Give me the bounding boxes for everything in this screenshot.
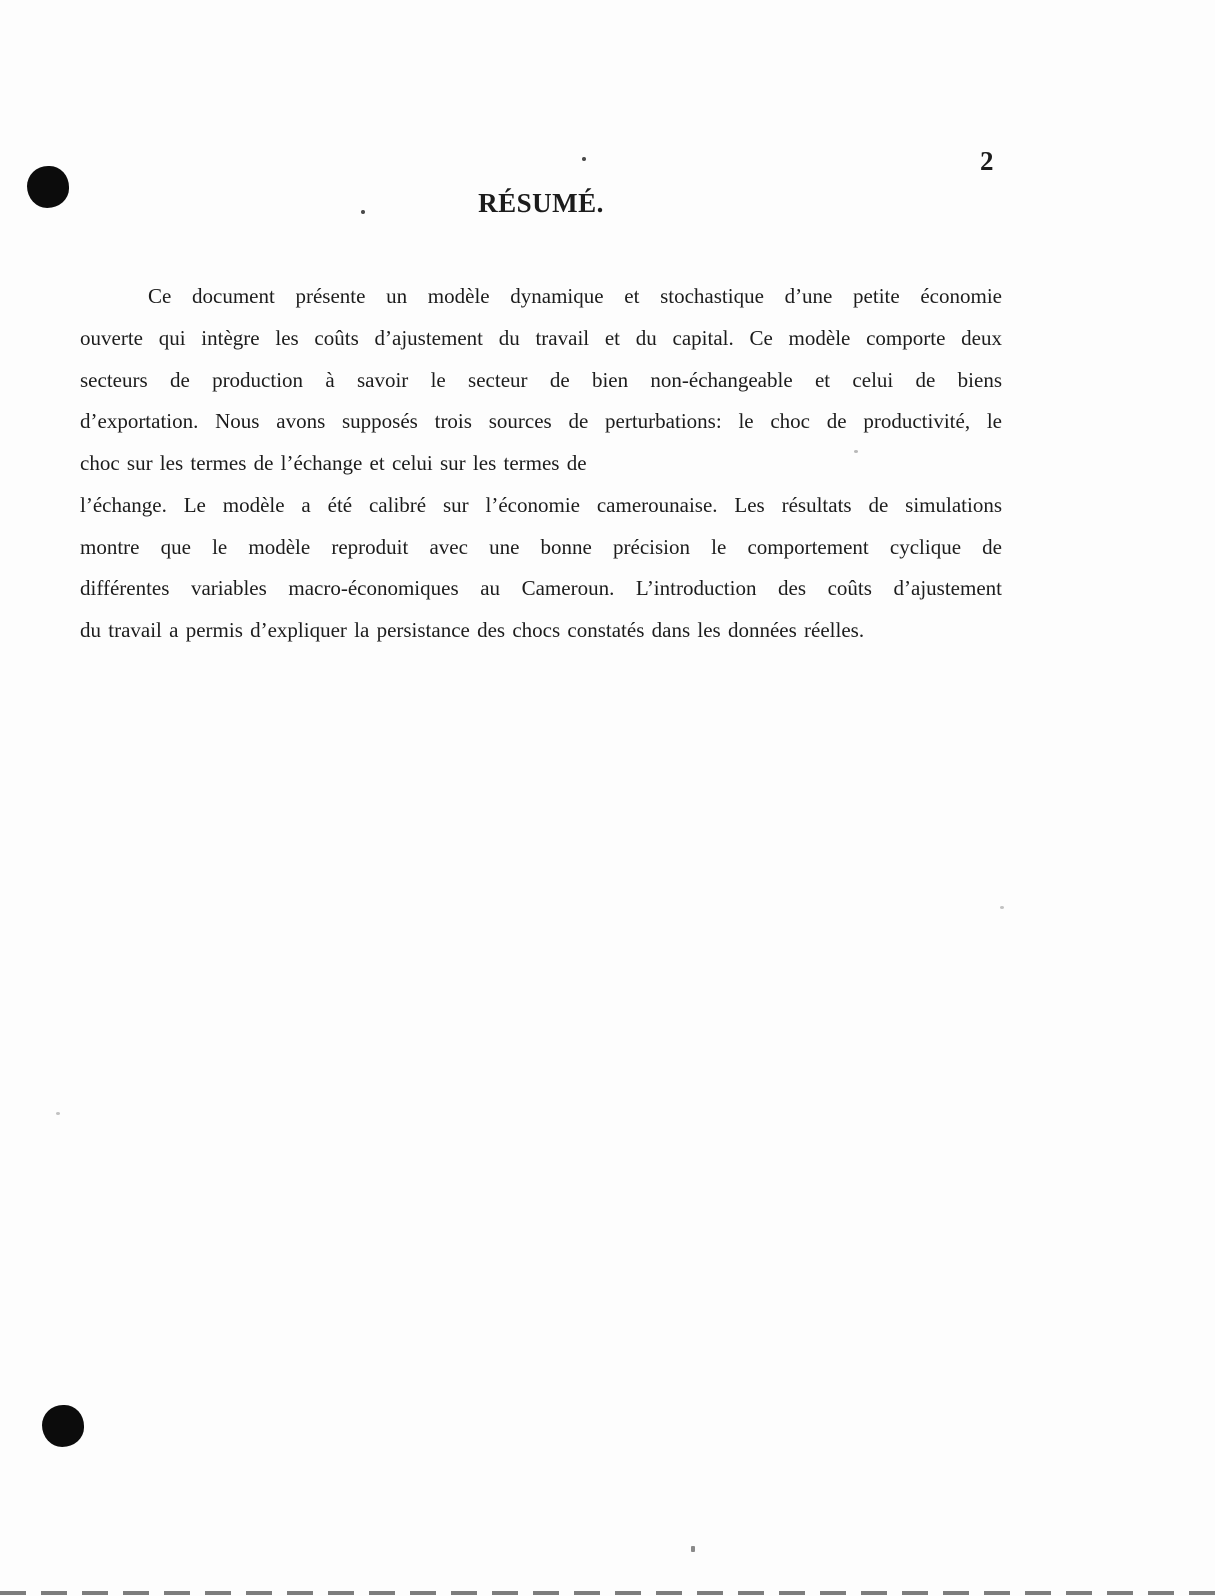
scan-speck-icon xyxy=(56,1112,60,1115)
text-line: Ce document présente un modèle dynamique et stochastique d’une petite économie xyxy=(148,284,1002,308)
page-title: RÉSUMÉ. xyxy=(478,188,604,218)
page-number: 2 xyxy=(980,146,994,176)
text-line: d’exportation. Nous avons supposés trois sources de perturbations: le choc de productivité, le xyxy=(80,409,1002,434)
punch-hole-bottom-icon xyxy=(42,1405,84,1447)
text-line: différentes variables macro-économiques au Cameroun. L’introduction des coûts d’ajustement xyxy=(80,576,1002,601)
scan-bottom-dashed-edge xyxy=(0,1591,1215,1595)
scan-speck-icon xyxy=(582,157,586,161)
text-line: secteurs de production à savoir le secteur de bien non-échangeable et celui de biens xyxy=(80,367,1002,392)
text-line: choc sur les termes de l’échange et celui sur les termes de xyxy=(80,451,587,475)
text-line: l’échange. Le modèle a été calibré sur l’économie camerounaise. Les résultats de simulations xyxy=(80,492,1002,517)
scan-speck-icon xyxy=(854,450,858,453)
scan-speck-icon xyxy=(1000,906,1004,909)
scan-speck-icon xyxy=(691,1546,695,1552)
punch-hole-top-icon xyxy=(27,166,69,208)
abstract-paragraph xyxy=(80,276,1002,652)
text-line: du travail a permis d’expliquer la persistance des chocs constatés dans les données réelles. xyxy=(80,618,865,642)
text-line: montre que le modèle reproduit avec une bonne précision le comportement cyclique de xyxy=(80,534,1002,559)
text-line: ouverte qui intègre les coûts d’ajustement du travail et du capital. Ce modèle comporte deux xyxy=(80,325,1002,350)
scan-speck-icon xyxy=(361,210,365,214)
